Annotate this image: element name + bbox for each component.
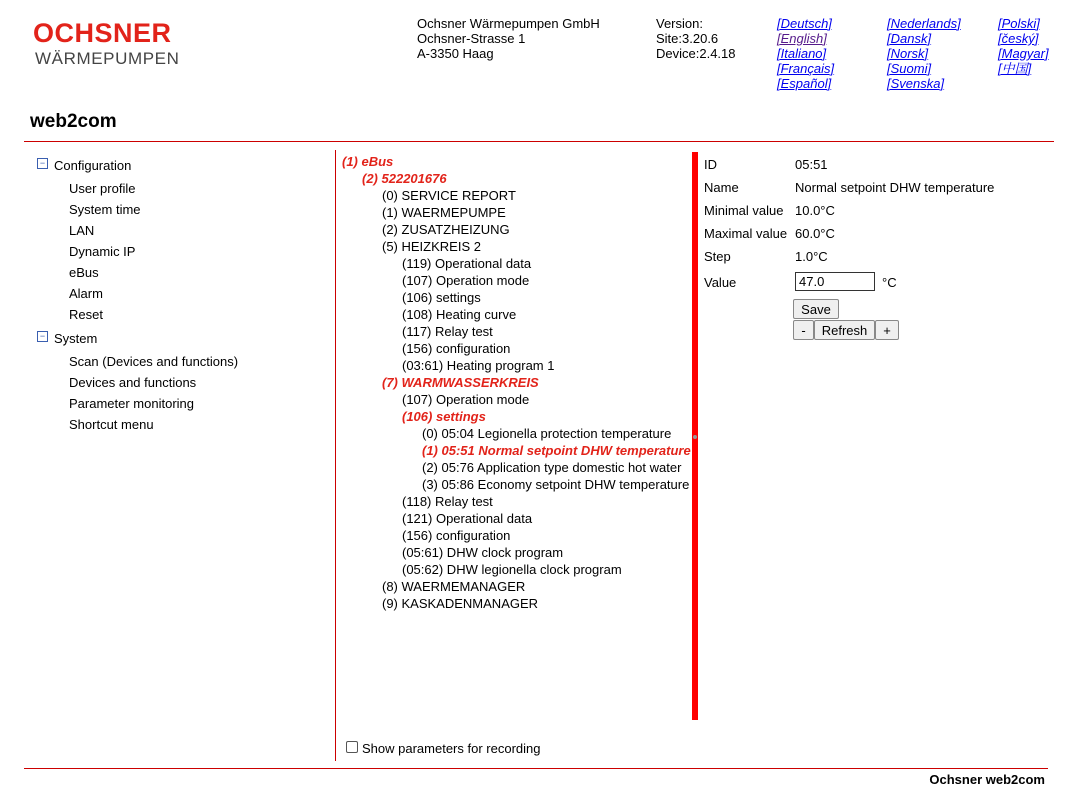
tree-node[interactable]: (118) Relay test	[402, 494, 493, 509]
tree-node[interactable]: (7) WARMWASSERKREIS	[382, 375, 539, 390]
sidebar-item-system-time[interactable]: System time	[69, 202, 141, 217]
refresh-button[interactable]: Refresh	[814, 320, 875, 340]
version-info	[656, 16, 736, 61]
lang-link-cesky[interactable]: [český]	[998, 31, 1039, 46]
header-divider	[24, 141, 1054, 142]
footer-brand: Ochsner web2com	[929, 772, 1045, 787]
detail-id-value: 05:51	[795, 157, 828, 172]
value-unit: °C	[882, 275, 897, 290]
tree-node[interactable]: (0) SERVICE REPORT	[382, 188, 516, 203]
detail-step-value: 1.0°C	[795, 249, 828, 264]
tree-node[interactable]: (106) settings	[402, 290, 481, 305]
splitter-grip-icon[interactable]	[693, 435, 697, 439]
company-city: A-3350 Haag	[417, 46, 494, 61]
detail-name-value: Normal setpoint DHW temperature	[795, 180, 995, 195]
tree-node[interactable]: (108) Heating curve	[402, 307, 517, 322]
lang-link-espanol[interactable]: [Español]	[777, 76, 832, 91]
tree-node[interactable]: (156) configuration	[402, 528, 511, 543]
version-label: Version:	[656, 16, 703, 31]
collapse-icon[interactable]: −	[37, 331, 48, 342]
tree-node[interactable]: (107) Operation mode	[402, 392, 530, 407]
tree-node[interactable]: (0) 05:04 Legionella protection temperature	[422, 426, 672, 441]
tree-node[interactable]: (107) Operation mode	[402, 273, 530, 288]
nav-section-configuration[interactable]	[37, 157, 131, 175]
nav-section-label: System	[54, 331, 98, 346]
tree-node[interactable]: (1) WAERMEPUMPE	[382, 205, 506, 220]
detail-min-label: Minimal value	[704, 203, 784, 218]
lang-link-norsk[interactable]: [Norsk]	[887, 46, 929, 61]
device-version: Device:2.4.18	[656, 46, 736, 61]
lang-link-deutsch[interactable]: [Deutsch]	[777, 16, 832, 31]
tree-node[interactable]: (2) ZUSATZHEIZUNG	[382, 222, 510, 237]
increment-button[interactable]: +	[875, 320, 899, 340]
lang-link-chinese[interactable]: [中国]	[998, 61, 1032, 76]
tree-node[interactable]: (03:61) Heating program 1	[402, 358, 555, 373]
lang-link-svenska[interactable]: [Svenska]	[887, 76, 945, 91]
nav-section-system[interactable]	[37, 330, 97, 348]
lang-link-nederlands[interactable]: [Nederlands]	[887, 16, 961, 31]
tree-node[interactable]: (8) WAERMEMANAGER	[382, 579, 526, 594]
lang-link-english[interactable]: [English]	[777, 31, 827, 46]
sidebar-item-devices-functions[interactable]: Devices and functions	[69, 375, 197, 390]
detail-id-label: ID	[704, 157, 717, 172]
logo-ochsner: OCHSNER	[33, 18, 172, 48]
tree-node[interactable]: (05:61) DHW clock program	[402, 545, 564, 560]
language-column-3	[998, 16, 1049, 76]
sidebar-item-dynamic-ip[interactable]: Dynamic IP	[69, 244, 136, 259]
lang-link-francais[interactable]: [Français]	[777, 61, 835, 76]
detail-value-label: Value	[704, 275, 737, 290]
tree-node[interactable]: (9) KASKADENMANAGER	[382, 596, 539, 611]
lang-link-suomi[interactable]: [Suomi]	[887, 61, 932, 76]
lang-link-dansk[interactable]: [Dansk]	[887, 31, 932, 46]
tree-node[interactable]: (106) settings	[402, 409, 486, 424]
sidebar-item-shortcut-menu[interactable]: Shortcut menu	[69, 417, 154, 432]
detail-max-label: Maximal value	[704, 226, 788, 241]
lang-link-magyar[interactable]: [Magyar]	[998, 46, 1049, 61]
nav-section-label: Configuration	[54, 158, 132, 173]
site-version: Site:3.20.6	[656, 31, 719, 46]
logo-waermepumpen: WÄRMEPUMPEN	[35, 49, 180, 68]
sidebar-divider	[335, 150, 336, 761]
page-title: web2com	[30, 111, 117, 132]
sidebar-item-parameter-monitoring[interactable]: Parameter monitoring	[69, 396, 194, 411]
tree-node[interactable]: (5) HEIZKREIS 2	[382, 239, 481, 254]
tree-node[interactable]: (156) configuration	[402, 341, 511, 356]
tree-node[interactable]: (121) Operational data	[402, 511, 533, 526]
pane-splitter[interactable]	[692, 152, 698, 720]
tree-node[interactable]: (3) 05:86 Economy setpoint DHW temperature	[422, 477, 690, 492]
collapse-icon[interactable]: −	[37, 158, 48, 169]
language-column-1	[777, 16, 834, 91]
sidebar-item-alarm[interactable]: Alarm	[69, 286, 103, 301]
save-button[interactable]: Save	[793, 299, 839, 319]
tree-node[interactable]: (2) 05:76 Application type domestic hot water	[422, 460, 682, 475]
recording-label[interactable]: Show parameters for recording	[362, 741, 541, 756]
company-name: Ochsner Wärmepumpen GmbH	[417, 16, 600, 31]
footer-divider	[24, 768, 1048, 769]
tree-node[interactable]: (2) 522201676	[362, 171, 447, 186]
tree-node[interactable]: (119) Operational data	[402, 256, 532, 271]
tree-node[interactable]: (1) eBus	[342, 154, 394, 169]
value-input[interactable]	[795, 272, 875, 291]
sidebar-item-ebus[interactable]: eBus	[69, 265, 99, 280]
tree-node[interactable]: (1) 05:51 Normal setpoint DHW temperature	[422, 443, 691, 458]
sidebar-item-user-profile[interactable]: User profile	[69, 181, 136, 196]
company-street: Ochsner-Strasse 1	[417, 31, 526, 46]
detail-min-value: 10.0°C	[795, 203, 835, 218]
company-address	[417, 16, 600, 61]
recording-checkbox[interactable]	[346, 741, 358, 753]
tree-node[interactable]: (117) Relay test	[402, 324, 493, 339]
lang-link-italiano[interactable]: [Italiano]	[777, 46, 827, 61]
detail-step-label: Step	[704, 249, 731, 264]
sidebar-item-scan[interactable]: Scan (Devices and functions)	[69, 354, 239, 369]
detail-name-label: Name	[704, 180, 739, 195]
sidebar-item-lan[interactable]: LAN	[69, 223, 95, 238]
language-column-2	[887, 16, 961, 91]
detail-max-value: 60.0°C	[795, 226, 835, 241]
tree-node[interactable]: (05:62) DHW legionella clock program	[402, 562, 622, 577]
decrement-button[interactable]: -	[793, 320, 814, 340]
lang-link-polski[interactable]: [Polski]	[998, 16, 1040, 31]
sidebar-item-reset[interactable]: Reset	[69, 307, 103, 322]
